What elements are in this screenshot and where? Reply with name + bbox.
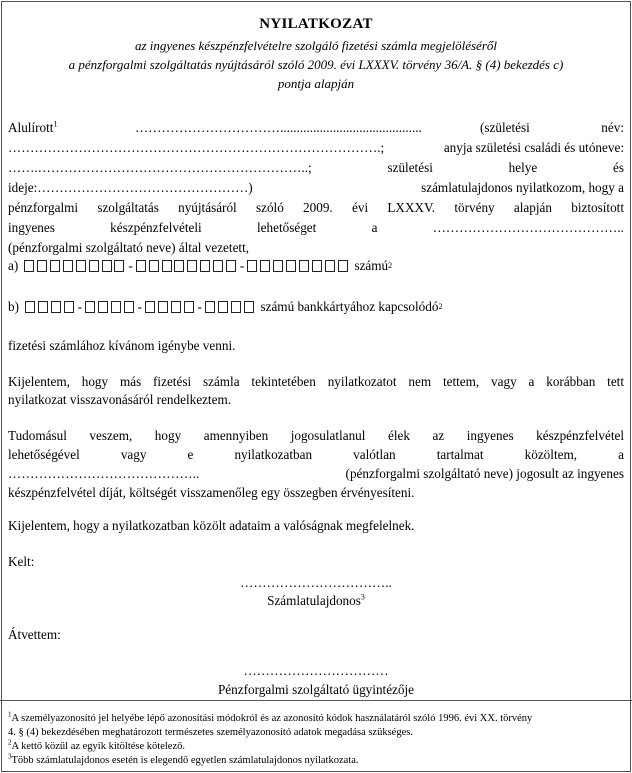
subtitle-line-3: pontja alapján — [277, 76, 355, 91]
birth-name-dots[interactable]: ………………………………………………………………………….; — [8, 140, 385, 155]
card-digit-box[interactable] — [85, 301, 95, 313]
footnote-1-line-1 — [8, 710, 624, 724]
account-digit-box[interactable] — [260, 260, 270, 272]
account-digit-box[interactable] — [63, 260, 73, 272]
intro-line-6 — [8, 220, 624, 236]
word-7: közöltem, — [524, 447, 578, 462]
name-label: név: — [601, 120, 624, 135]
paragraph-2-line-2: nyilatkozat visszavonásáról rendelkeztem. — [8, 392, 232, 407]
account-digit-box[interactable] — [24, 260, 34, 272]
card-digit-box[interactable] — [158, 301, 168, 313]
card-digit-box[interactable] — [184, 301, 194, 313]
subtitle-line-1: az ingyenes készpénzfelvételre szolgáló fizetési számla megjelöléséről — [134, 38, 497, 53]
paragraph-3-line-2 — [8, 447, 624, 463]
intro-line-4 — [8, 180, 624, 196]
card-digit-box[interactable] — [25, 301, 35, 313]
word-5: valótlan — [353, 447, 396, 462]
word-lehetoseget: lehetőséget — [256, 220, 317, 235]
option-b-suffix: számú bankkártyához kapcsolódó — [260, 299, 439, 314]
account-digit-box[interactable] — [37, 260, 47, 272]
card-number-boxes[interactable] — [25, 299, 256, 315]
footnote-1-text: A személyazonosító jel helyébe lépő azonosítási módokról és az azonosító kódok használatáról szóló 1996. évi XX. törvény — [11, 713, 533, 724]
option-b-card-number: b) - - - számú bankkártyához kapcsolódó 2 — [8, 299, 443, 314]
card-digit-box[interactable] — [111, 301, 121, 313]
account-digit-box[interactable] — [226, 260, 236, 272]
paragraph-3-line-1: Tudomásul veszem, hogy amennyiben jogosulatlanul élek az ingyenes készpénzfelvétel — [8, 428, 624, 443]
footnote-3-marker: 3 — [8, 752, 12, 761]
card-separator: - — [77, 299, 82, 314]
footnote-separator — [0, 700, 632, 701]
account-holder-label: Számlatulajdonos — [267, 593, 361, 608]
option-b-label: b) — [8, 299, 19, 314]
signature-2-label: Pénzforgalmi szolgáltató ügyintézője — [217, 682, 415, 697]
account-digit-box[interactable] — [114, 260, 124, 272]
card-separator: - — [197, 299, 202, 314]
card-digit-box[interactable] — [51, 301, 61, 313]
word-4: nyilatkozatban — [234, 447, 313, 462]
intro-line-7: (pénzforgalmi szolgáltató neve) által vezetett, — [8, 240, 250, 255]
word-3: e — [187, 447, 194, 462]
paragraph-1: fizetési számlához kívánom igénybe venni. — [8, 338, 236, 353]
card-digit-box[interactable] — [64, 301, 74, 313]
account-digit-box[interactable] — [76, 260, 86, 272]
paragraph-2-line-1: Kijelentem, hogy más fizetési számla tekintetében nyilatkozatot nem tettem, vagy a korábban tett — [8, 374, 624, 389]
footnote-2-text: A kettő közül az egyik kitöltése kötelező. — [11, 741, 185, 752]
word-a: a — [371, 220, 378, 235]
footnote-2 — [8, 738, 624, 752]
account-digit-box[interactable] — [89, 260, 99, 272]
account-digit-box[interactable] — [149, 260, 159, 272]
kelt-label: Kelt: — [8, 554, 35, 569]
card-digit-box[interactable] — [231, 301, 241, 313]
card-digit-box[interactable] — [205, 301, 215, 313]
card-digit-box[interactable] — [218, 301, 228, 313]
name-dots[interactable]: ……………………………........................................... — [135, 120, 422, 135]
birth-word: születési — [387, 160, 433, 175]
option-a-label: a) — [8, 258, 19, 273]
account-digit-box[interactable] — [325, 260, 335, 272]
birth-name-label: (születési — [480, 120, 530, 135]
provider-entitled-text: (pénzforgalmi szolgáltató neve) jogosult az ingyenes — [345, 466, 624, 481]
footnote-ref-1: 1 — [53, 119, 58, 129]
footnote-3-text: Több számlatulajdonos esetén is elegendő egyetlen számlatulajdonos nyilatkozata. — [11, 755, 359, 766]
account-digit-box[interactable] — [299, 260, 309, 272]
alulirott-label: Alulírott — [8, 120, 54, 135]
page-title: NYILATKOZAT — [259, 16, 373, 32]
account-digit-box[interactable] — [187, 260, 197, 272]
card-digit-box[interactable] — [244, 301, 254, 313]
account-digit-box[interactable] — [102, 260, 112, 272]
signature-2-dots[interactable]: …………………………… — [243, 663, 389, 678]
paragraph-3-line-3 — [8, 466, 624, 482]
option-a-account-number: a) - - számú 2 — [8, 258, 393, 273]
account-digit-box[interactable] — [338, 260, 348, 272]
atvettem-label: Átvettem: — [8, 627, 61, 642]
place-word: helye — [508, 160, 538, 175]
intro-line-5: pénzforgalmi szolgáltatás nyújtásáról szóló 2009. évi LXXXV. törvény alapján biztosított — [8, 200, 624, 215]
and-word: és — [612, 160, 624, 175]
account-digit-box[interactable] — [174, 260, 184, 272]
intro-line-1 — [8, 120, 624, 136]
word-2: vagy — [120, 447, 147, 462]
word-8: a — [618, 447, 624, 462]
footnote-ref-3: 3 — [360, 592, 365, 602]
footnote-2-marker: 2 — [8, 738, 12, 747]
provider-name-dots[interactable]: …………………………………….. — [432, 220, 624, 235]
declaration-text: számlatulajdonos nyilatkozom, hogy a — [421, 180, 624, 195]
account-digit-box[interactable] — [273, 260, 283, 272]
card-digit-box[interactable] — [145, 301, 155, 313]
card-digit-box[interactable] — [98, 301, 108, 313]
provider-name-dots-2[interactable]: …………………………………….. — [8, 466, 200, 481]
card-digit-box[interactable] — [171, 301, 181, 313]
date-label: ideje: — [8, 180, 38, 195]
card-separator: - — [137, 299, 142, 314]
mother-name-dots[interactable]: …….……………………………………………………..; — [8, 160, 312, 175]
mother-name-label: anyja születési családi és utóneve: — [443, 140, 624, 155]
intro-line-3 — [8, 160, 624, 176]
card-digit-box[interactable] — [124, 301, 134, 313]
footnote-1-marker: 1 — [8, 710, 12, 719]
account-digit-box[interactable] — [213, 260, 223, 272]
account-number-boxes[interactable] — [24, 258, 350, 274]
word-keszpenzfelveteli: készpénzfelvételi — [110, 220, 202, 235]
account-digit-box[interactable] — [50, 260, 60, 272]
account-digit-box[interactable] — [247, 260, 257, 272]
account-separator: - — [128, 258, 133, 273]
paragraph-4: Kijelentem, hogy a nyilatkozatban közölt adataim a valóságnak megfelelnek. — [8, 518, 415, 533]
paragraph-3-line-4: készpénzfelvétel díját, költségét visszamenőleg egy összegben érvényesíteni. — [8, 485, 415, 500]
account-digit-box[interactable] — [136, 260, 146, 272]
account-digit-box[interactable] — [200, 260, 210, 272]
footnote-1-line-2: 4. § (4) bekezdésében meghatározott természetes személyazonosító adatok megadása szükséges. — [8, 727, 413, 738]
card-digit-box[interactable] — [38, 301, 48, 313]
account-separator: - — [239, 258, 245, 273]
birth-place-date-dots[interactable]: …………………………………………) — [37, 180, 253, 195]
signature-1-label — [0, 593, 632, 609]
account-digit-box[interactable] — [162, 260, 172, 272]
account-digit-box[interactable] — [286, 260, 296, 272]
word-1: lehetőségével — [8, 447, 80, 462]
account-digit-box[interactable] — [312, 260, 322, 272]
word-6: tartalmat — [436, 447, 484, 462]
word-ingyenes: ingyenes — [8, 220, 55, 235]
option-a-suffix: számú — [354, 258, 389, 273]
footnote-3 — [8, 752, 624, 766]
subtitle-line-2: a pénzforgalmi szolgáltatás nyújtásáról szóló 2009. évi LXXXV. törvény 36/A. § (4) bekezdés c) — [68, 57, 564, 72]
signature-1-dots[interactable]: …………………………….. — [240, 575, 392, 590]
intro-line-2 — [8, 140, 624, 156]
